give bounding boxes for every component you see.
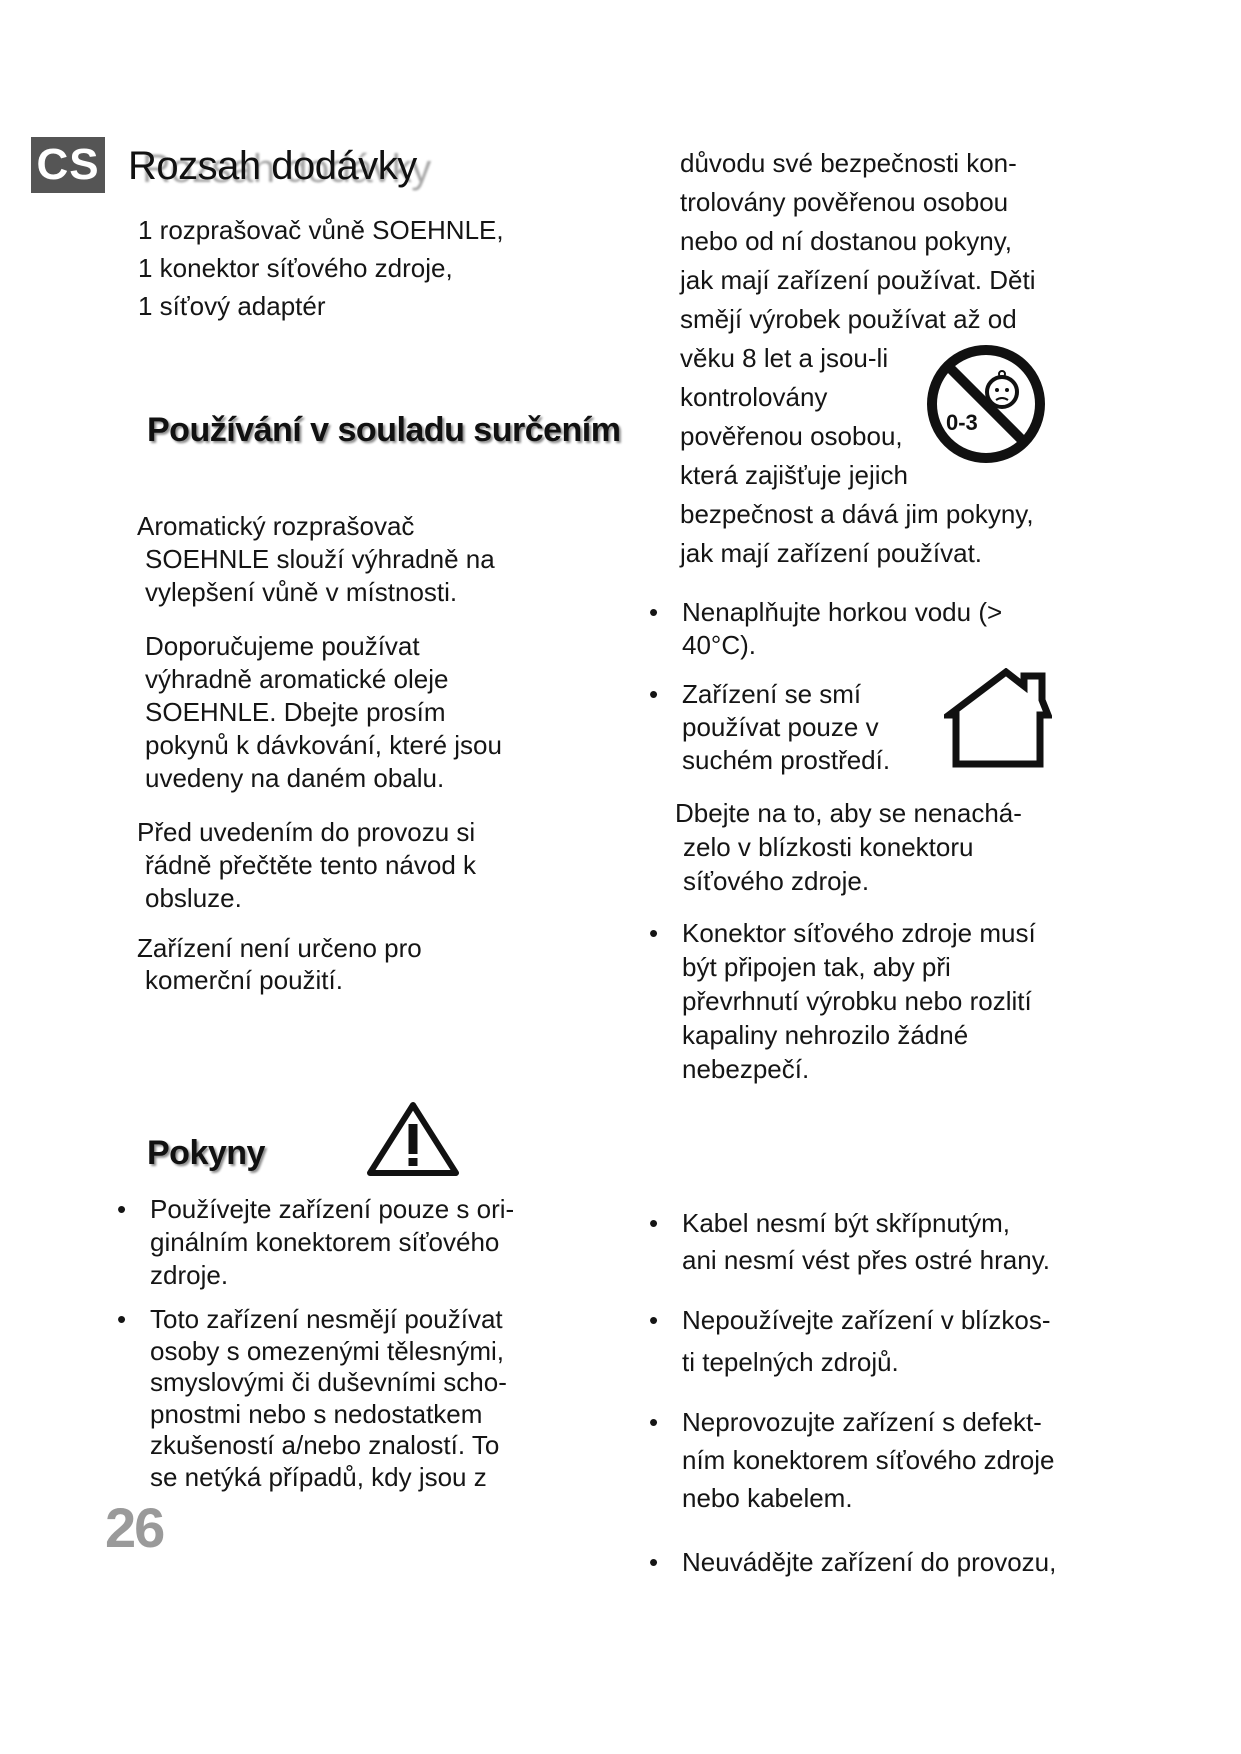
text-line: ani nesmí vést přes ostré hrany. bbox=[682, 1245, 1051, 1275]
age-label: 0-3 bbox=[946, 410, 978, 435]
text-line: Dbejte na to, aby se nenachá- bbox=[675, 798, 1022, 828]
text-line: smějí výrobek používat až od bbox=[680, 304, 1017, 334]
text-line: SOEHNLE slouží výhradně na bbox=[145, 544, 495, 574]
text-line: Nepoužívejte zařízení v blízkos- bbox=[682, 1305, 1051, 1335]
instruction-item bbox=[649, 1403, 1055, 1517]
text-line: Před uvedením do provozu si bbox=[137, 817, 476, 847]
bullet-icon: • bbox=[649, 679, 659, 709]
warning-icon bbox=[365, 1100, 461, 1178]
bullet-icon: • bbox=[649, 1547, 659, 1577]
text-line: komerční použití. bbox=[145, 965, 343, 995]
text-line: nebo kabelem. bbox=[682, 1483, 853, 1513]
text-line: obsluze. bbox=[145, 883, 242, 913]
paragraph-oils bbox=[145, 630, 502, 795]
text-line: vylepšení vůně v místnosti. bbox=[145, 577, 458, 607]
text-line: ti tepelných zdrojů. bbox=[682, 1347, 899, 1377]
text-line: kapaliny nehrozilo žádné bbox=[682, 1020, 969, 1050]
text-line: Neuvádějte zařízení do provozu, bbox=[682, 1547, 1057, 1577]
text-line: která zajišťuje jejich bbox=[680, 460, 908, 490]
bullet-icon: • bbox=[649, 597, 659, 627]
text-line: Používání v souladu s bbox=[147, 411, 492, 449]
text-line: Doporučujeme používat bbox=[145, 631, 420, 661]
text-line: 1 rozprašovač vůně SOEHNLE, bbox=[138, 215, 504, 245]
scope-list bbox=[138, 211, 504, 325]
text-line: pověřenou osobou, bbox=[680, 421, 903, 451]
language-badge: CS bbox=[31, 137, 105, 193]
bullet-icon: • bbox=[649, 1407, 659, 1437]
text-line: smyslovými či duševními scho- bbox=[150, 1367, 507, 1398]
text-line: 1 síťový adaptér bbox=[138, 291, 326, 321]
instruction-item bbox=[649, 678, 891, 777]
section-heading-intended-use bbox=[147, 412, 620, 448]
instruction-item bbox=[117, 1193, 515, 1292]
text-line: důvodu své bezpečnosti kon- bbox=[680, 148, 1017, 178]
instruction-item bbox=[649, 1543, 1057, 1581]
text-line: být připojen tak, aby při bbox=[682, 952, 951, 982]
text-line: pokynů k dávkování, které jsou bbox=[145, 730, 502, 760]
text-line: kontrolovány bbox=[680, 382, 828, 412]
instruction-item bbox=[649, 596, 1003, 662]
paragraph-read-manual bbox=[137, 816, 476, 915]
text-line: síťového zdroje. bbox=[683, 866, 870, 896]
text-line: Nenaplňujte horkou vodu (> bbox=[682, 597, 1003, 627]
text-line: Konektor síťového zdroje musí bbox=[682, 918, 1036, 948]
indoor-use-house-icon bbox=[944, 668, 1052, 768]
text-line: věku 8 let a jsou-li bbox=[680, 343, 889, 373]
text-line: nebezpečí. bbox=[682, 1054, 810, 1084]
paragraph-purpose bbox=[137, 510, 495, 609]
text-line: řádně přečtěte tento návod k bbox=[145, 850, 477, 880]
bullet-icon: • bbox=[649, 918, 659, 948]
bullet-icon: • bbox=[117, 1194, 127, 1224]
text-line: se netýká případů, kdy jsou z bbox=[150, 1461, 487, 1492]
note-paragraph bbox=[675, 796, 1022, 898]
text-line: Aromatický rozprašovač bbox=[137, 511, 415, 541]
text-line: používat pouze v bbox=[682, 712, 879, 742]
text-line: Zařízení není určeno pro bbox=[137, 933, 422, 963]
text-line: bezpečnost a dává jim pokyny, bbox=[680, 499, 1034, 529]
text-line: převrhnutí výrobku nebo rozlití bbox=[682, 986, 1032, 1016]
bullet-icon: • bbox=[649, 1305, 659, 1335]
text-line: ginálním konektorem síťového bbox=[150, 1227, 500, 1257]
not-for-children-0-3-icon bbox=[924, 342, 1048, 466]
instruction-item bbox=[649, 1205, 1051, 1279]
bullet-icon: • bbox=[649, 1208, 659, 1238]
text-line: uvedeny na daném obalu. bbox=[145, 763, 445, 793]
instruction-item bbox=[117, 1304, 507, 1494]
text-line: ním konektorem síťového zdroje bbox=[682, 1445, 1055, 1475]
text-line: suchém prostředí. bbox=[682, 745, 891, 775]
text-line: výhradně aromatické oleje bbox=[145, 664, 449, 694]
instruction-item bbox=[649, 916, 1036, 1086]
text-line: zkušeností a/nebo znalostí. To bbox=[150, 1430, 500, 1461]
text-line: 40°C). bbox=[682, 630, 756, 660]
text-line: zdroje. bbox=[150, 1260, 229, 1290]
section-title-scope: Rozsah dodávky bbox=[128, 144, 417, 188]
text-line: jak mají zařízení používat. Děti bbox=[680, 265, 1036, 295]
paragraph-not-commercial bbox=[137, 932, 422, 996]
text-line: trolovány pověřenou osobou bbox=[680, 187, 1009, 217]
text-line: Používejte zařízení pouze s ori- bbox=[150, 1194, 515, 1224]
text-line: zelo v blízkosti konektoru bbox=[683, 832, 974, 862]
text-line: pnostmi nebo s nedostatkem bbox=[150, 1398, 483, 1429]
text-line: jak mají zařízení používat. bbox=[680, 538, 983, 568]
text-line: Kabel nesmí být skřípnutým, bbox=[682, 1208, 1011, 1238]
text-line: nebo od ní dostanou pokyny, bbox=[680, 226, 1012, 256]
text-line: 1 konektor síťového zdroje, bbox=[138, 253, 453, 283]
bullet-icon: • bbox=[117, 1304, 127, 1334]
section-heading-instructions: Pokyny bbox=[147, 1134, 265, 1172]
instruction-item bbox=[649, 1299, 1051, 1383]
text-line: určením bbox=[491, 411, 621, 449]
text-line: osoby s omezenými tělesnými, bbox=[150, 1335, 505, 1366]
page-number: 26 bbox=[105, 1496, 164, 1559]
text-line: Zařízení se smí bbox=[682, 679, 862, 709]
text-line: Neprovozujte zařízení s defekt- bbox=[682, 1407, 1042, 1437]
text-line: SOEHNLE. Dbejte prosím bbox=[145, 697, 446, 727]
text-line: Toto zařízení nesmějí používat bbox=[150, 1304, 503, 1334]
